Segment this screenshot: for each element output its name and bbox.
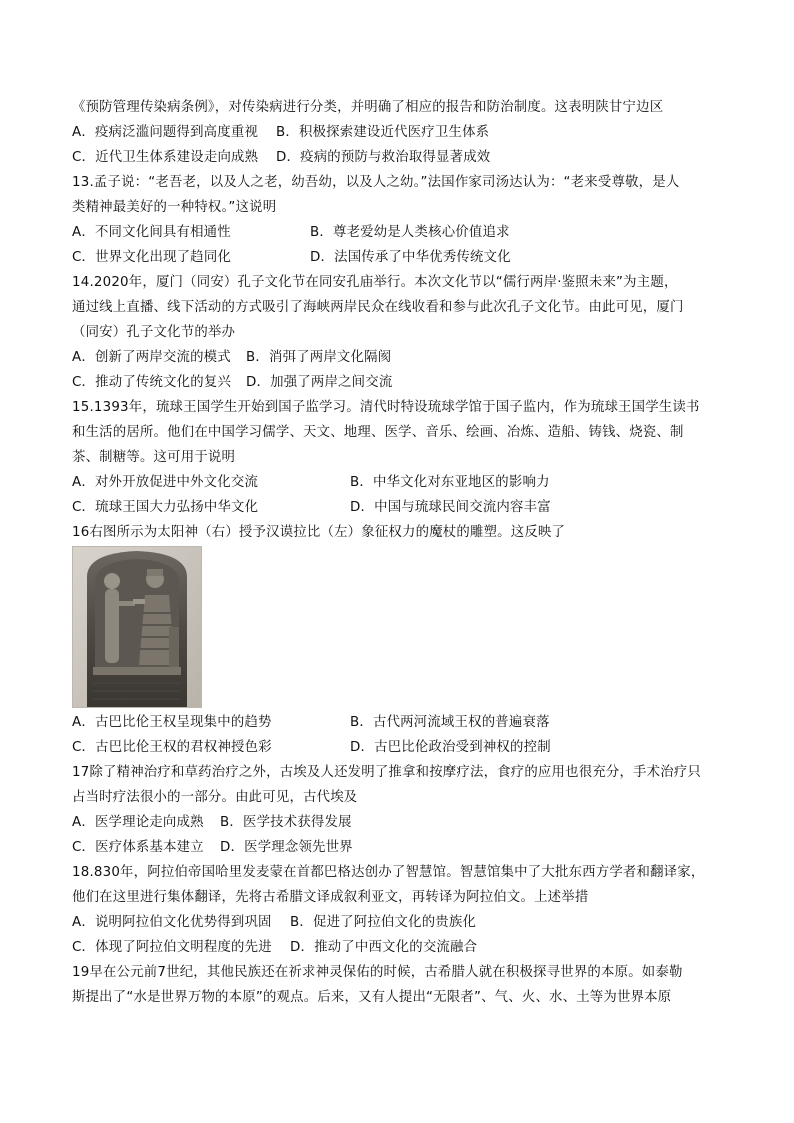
q16-option-c: C．古巴比伦王权的君权神授色彩 bbox=[72, 740, 272, 755]
q14-option-a: A．创新了两岸交流的模式 bbox=[72, 350, 231, 365]
q14-stem-line-3: （同安）孔子文化节的举办 bbox=[72, 325, 236, 340]
q15-option-a: A．对外开放促进中外文化交流 bbox=[72, 475, 259, 490]
q14-stem-line-1: 14.2020年，厦门（同安）孔子文化节在同安孔庙举行。本次文化节以“儒行两岸·鉴照未来”为主题， bbox=[72, 275, 678, 290]
q12-option-b: B．积极探索建设近代医疗卫生体系 bbox=[276, 125, 490, 140]
q14-option-c: C．推动了传统文化的复兴 bbox=[72, 375, 232, 390]
q12-stem-line: 《预防管理传染病条例》，对传染病进行分类，并明确了相应的报告和防治制度。这表明陕甘宁边区 bbox=[72, 100, 664, 115]
q17-option-d: D．医学理念领先世界 bbox=[220, 840, 353, 855]
q12-option-c: C．近代卫生体系建设走向成熟 bbox=[72, 150, 259, 165]
q18-option-a: A．说明阿拉伯文化优势得到巩固 bbox=[72, 915, 272, 930]
q18-stem-line-2: 他们在这里进行集体翻译，先将古希腊文译成叙利亚文，再转译为阿拉伯文。上述举措 bbox=[72, 890, 589, 905]
q12-option-d: D．疫病的预防与救治取得显著成效 bbox=[276, 150, 491, 165]
q16-option-d: D．古巴比伦政治受到神权的控制 bbox=[350, 740, 551, 755]
q18-option-c: C．体现了阿拉伯文明程度的先进 bbox=[72, 940, 272, 955]
q15-stem-line-1: 15.1393年，琉球王国学生开始到国子监学习。清代时特设琉球学馆于国子监内，作为琉球王国学生读书 bbox=[72, 400, 700, 415]
q19-stem-line-1: 19早在公元前7世纪，其他民族还在祈求神灵保佑的时候，古希腊人就在积极探寻世界的本原。如泰勒 bbox=[72, 965, 683, 980]
q13-option-c: C．世界文化出现了趋同化 bbox=[72, 250, 232, 265]
q17-stem-line-1: 17除了精神治疗和草药治疗之外，古埃及人还发明了推拿和按摩疗法，食疗的应用也很充分，手术治疗只 bbox=[72, 765, 702, 780]
q13-option-a: A．不同文化间具有相通性 bbox=[72, 225, 231, 240]
q18-option-b: B．促进了阿拉伯文化的贵族化 bbox=[290, 915, 477, 930]
q13-stem-line-2: 类精神最美好的一种特权。”这说明 bbox=[72, 200, 277, 215]
q12-option-a: A．疫病泛滥问题得到高度重视 bbox=[72, 125, 259, 140]
q18-stem-line-1: 18.830年，阿拉伯帝国哈里发麦蒙在首都巴格达创办了智慧馆。智慧馆集中了大批东西方学者和翻译家， bbox=[72, 865, 705, 880]
q13-option-b: B．尊老爱幼是人类核心价值追求 bbox=[310, 225, 510, 240]
q16-stem-line: 16右图所示为太阳神（右）授予汉谟拉比（左）象征权力的魔杖的雕塑。这反映了 bbox=[72, 525, 566, 540]
q14-option-d: D．加强了两岸之间交流 bbox=[246, 375, 393, 390]
q15-option-c: C．琉球王国大力弘扬中华文化 bbox=[72, 500, 259, 515]
q18-option-d: D．推动了中西文化的交流融合 bbox=[290, 940, 478, 955]
q15-option-b: B．中华文化对东亚地区的影响力 bbox=[350, 475, 550, 490]
q19-stem-line-2: 斯提出了“水是世界万物的本原”的观点。后来，又有人提出“无限者”、气、火、水、土等为世界本原 bbox=[72, 990, 672, 1005]
hammurabi-stele-image bbox=[72, 546, 202, 708]
q17-option-a: A．医学理论走向成熟 bbox=[72, 815, 204, 830]
q14-stem-line-2: 通过线上直播、线下活动的方式吸引了海峡两岸民众在线收看和参与此次孔子文化节。由此可见，厦门 bbox=[72, 300, 684, 315]
q16-option-b: B．古代两河流域王权的普遍衰落 bbox=[350, 715, 550, 730]
q17-stem-line-2: 占当时疗法很小的一部分。由此可见，古代埃及 bbox=[72, 790, 358, 805]
q15-option-d: D．中国与琉球民间交流内容丰富 bbox=[350, 500, 551, 515]
q17-option-c: C．医疗体系基本建立 bbox=[72, 840, 204, 855]
q15-stem-line-3: 茶、制糖等。这可用于说明 bbox=[72, 450, 236, 465]
q17-option-b: B．医学技术获得发展 bbox=[220, 815, 352, 830]
q13-option-d: D．法国传承了中华优秀传统文化 bbox=[310, 250, 511, 265]
q15-stem-line-2: 和生活的居所。他们在中国学习儒学、天文、地理、医学、音乐、绘画、冶炼、造船、铸钱、烧瓷、制 bbox=[72, 425, 684, 440]
stele-relief-illustration bbox=[73, 547, 201, 707]
q13-stem-line-1: 13.孟子说：“老吾老，以及人之老，幼吾幼，以及人之幼。”法国作家司汤达认为：“老来受尊敬，是人 bbox=[72, 175, 680, 190]
q14-option-b: B．消弭了两岸文化隔阂 bbox=[246, 350, 392, 365]
q16-option-a: A．古巴比伦王权呈现集中的趋势 bbox=[72, 715, 272, 730]
